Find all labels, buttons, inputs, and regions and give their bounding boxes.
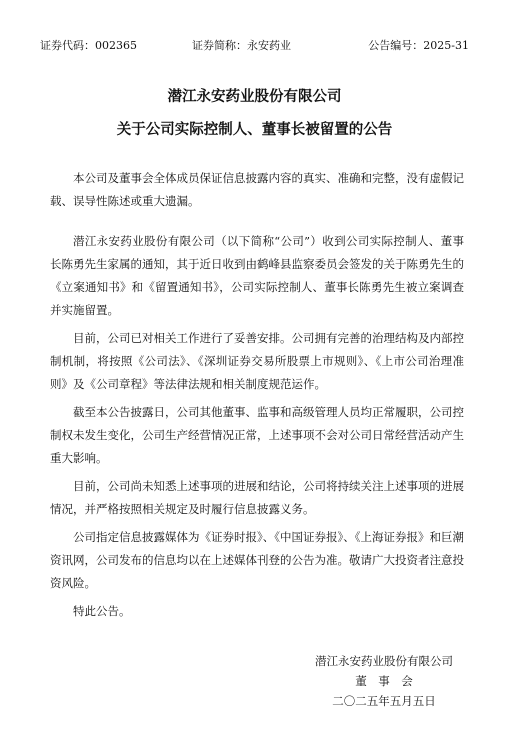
closing-statement: 特此公告。 [73, 604, 131, 618]
body-paragraph: 目前，公司尚未知悉上述事项的进展和结论，公司将持续关注上述事项的进展情况，并严格按照相关规定及时履行信息披露义务。 [50, 479, 464, 516]
document-header [40, 38, 469, 54]
announcement-number: 公告编号：2025-31 [368, 39, 469, 52]
stock-short-name: 证券简称：永安药业 [192, 39, 291, 52]
signature-date: 二〇二五年五月五日 [332, 694, 436, 708]
body-paragraph: 公司指定信息披露媒体为《证券时报》、《中国证券报》、《上海证券报》和巨潮资讯网，公司发布的信息均以在上述媒体刊登的公告为准。敬请广大投资者注意投资风险。 [50, 530, 464, 590]
announcement-body [50, 230, 464, 628]
body-paragraph: 潜江永安药业股份有限公司（以下简称“公司”）收到公司实际控制人、董事长陈勇先生家属的通知，其于近日收到由鹤峰县监察委员会签发的关于陈勇先生的《立案通知书》和《留置通知书》，公司实际控制人、董事长陈勇先生被立案调查并实施留置。 [50, 234, 464, 317]
signature-block [309, 651, 459, 711]
signature-board: 董 事 会 [355, 674, 413, 688]
announcement-title: 关于公司实际控制人、董事长被留置的公告 [116, 122, 393, 138]
company-title: 潜江永安药业股份有限公司 [167, 89, 342, 105]
body-paragraph: 目前，公司已对相关工作进行了妥善安排。公司拥有完善的治理结构及内部控制机制，将按照《公司法》、《深圳证券交易所股票上市规则》、《上市公司治理准则》及《公司章程》等法律法规和相关制度规范运作。 [50, 331, 464, 391]
body-paragraph: 截至本公告披露日，公司其他董事、监事和高级管理人员均正常履职，公司控制权未发生变化，公司生产经营情况正常，上述事项不会对公司日常经营活动产生重大影响。 [50, 405, 464, 465]
stock-code: 证券代码：002365 [40, 39, 137, 52]
disclaimer-notice: 本公司及董事会全体成员保证信息披露内容的真实、准确和完整，没有虚假记载、误导性陈述或重大遗漏。 [50, 171, 464, 208]
signature-company: 潜江永安药业股份有限公司 [315, 654, 453, 668]
